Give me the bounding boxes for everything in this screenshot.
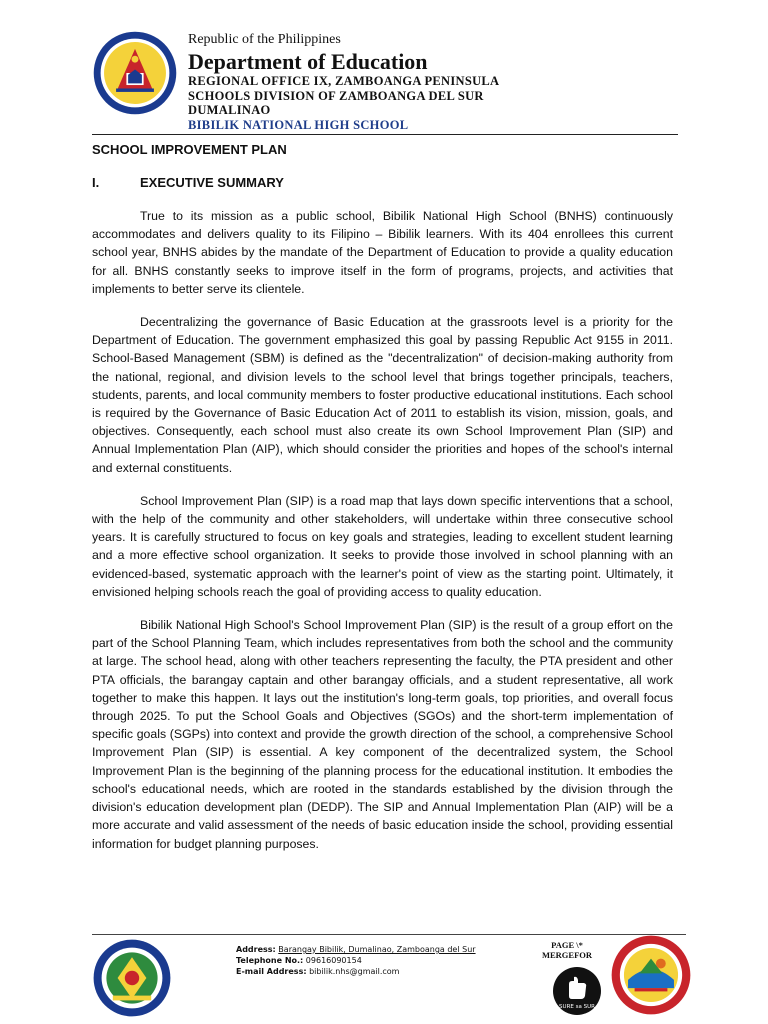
regional-office: REGIONAL OFFICE IX, ZAMBOANGA PENINSULA [188, 74, 500, 88]
document-title: SCHOOL IMPROVEMENT PLAN [92, 142, 287, 157]
school-name: BIBILIK NATIONAL HIGH SCHOOL [188, 117, 409, 132]
sure-sa-sur-logo [552, 966, 602, 1016]
department-name: Department of Education [188, 49, 428, 74]
telephone-label: Telephone No.: [236, 956, 304, 965]
paragraph: School Improvement Plan (SIP) is a road map that lays down specific interventions that a school, with the help of the community and other stakeholders, will undertake within three consecutive school years. It is carefully structured to focus on key goals and strategies, leading to excellent student learning and a more effective school organization. It seeks to provide those involved in school planning with an evidenced-based, systematic approach with the learner's point of view as the starting point. Ultimately, it envisioned helping schools reach the goal of providing access to quality education. [92, 493, 673, 599]
footer-divider [92, 934, 686, 935]
email-value: bibilik.nhs@gmail.com [309, 967, 400, 976]
telephone-value: 09616090154 [305, 956, 362, 965]
section-heading [92, 175, 673, 191]
school-contact-info [236, 944, 476, 977]
letterhead [92, 26, 678, 138]
zamboanga-del-sur-seal-logo [610, 934, 692, 1016]
paragraph: True to its mission as a public school, Bibilik National High School (BNHS) continuously accommodates and delivers quality to its Filipino – Bibilik learners. With its 404 enrollees this current school year, BNHS abides by the mandate of the Department of Education to provide a quality education for all. BNHS constantly seeks to improve itself in the form of programs, projects, and activities that implements to better serve its clientele. [92, 209, 673, 296]
document-body [92, 142, 673, 853]
paragraph: Decentralizing the governance of Basic Education at the grassroots level is a priority for the Department of Education. The government emphasized this goal by passing Republic Act 9155 in 2011. School-Based Management (SBM) is defined as the "decentralization" of decision-making authority from the national, regional, and division levels to the school level that brings together principals, teachers, students, parents, and local community members to foster productive educational institutions. Each school is required by the Governance of Basic Education Act of 2011 to establish its vision, mission, goals, and objectives. Consequently, each school must also create its own School Improvement Plan (SIP) and Annual Implementation Plan (AIP), which should consider the priorities and hopes of the school's internal and external constituents. [92, 315, 673, 475]
section-title: EXECUTIVE SUMMARY [140, 175, 284, 190]
page-number-field [532, 940, 602, 960]
header-divider [92, 134, 678, 135]
district-name: DUMALINAO [188, 103, 271, 117]
bnhs-seal-logo [92, 938, 172, 1018]
email-label: E-mail Address: [236, 967, 307, 976]
address-value: Barangay Bibilik, Dumalinao, Zamboanga del Sur [278, 945, 476, 954]
sure-logo-text: SURE sa SUR [559, 1004, 595, 1010]
schools-division: SCHOOLS DIVISION OF ZAMBOANGA DEL SUR [188, 88, 484, 103]
republic-line: Republic of the Philippines [188, 32, 341, 47]
section-number: I. [92, 175, 100, 190]
page-field-line2: MERGEFOR [541, 950, 593, 960]
address-label: Address: [236, 945, 276, 954]
paragraph: Bibilik National High School's School Improvement Plan (SIP) is the result of a group effort on the part of the School Planning Team, which includes representatives from both the school and the community at large. The school head, along with other teachers representing the faculty, the PTA president and other PTA officials, the barangay captain and other barangay officials, and a student representative, all work together to make this happen. It lays out the institution's long-term goals, top priorities, and overall focus through 2025. To put the School Goals and Objectives (SGOs) and the short-term implementation of specific goals (SGPs) into context and provide the growth direction of the school, a comprehensive School Improvement Plan (SIP) is essential. A key component of the decentralized system, the School Improvement Plan is the beginning of the planning process for the educational institution. It embodies the school's educational needs, which are rooted in the standards established by the division through the division's education development plan (DEDP). The SIP and Annual Implementation Plan (AIP) will be a more accurate and valid assessment of the needs of basic education inside the school, providing essential information for budget planning purposes. [92, 618, 673, 851]
deped-seal-logo [92, 30, 178, 116]
page-field-line1: PAGE \* [551, 940, 583, 950]
